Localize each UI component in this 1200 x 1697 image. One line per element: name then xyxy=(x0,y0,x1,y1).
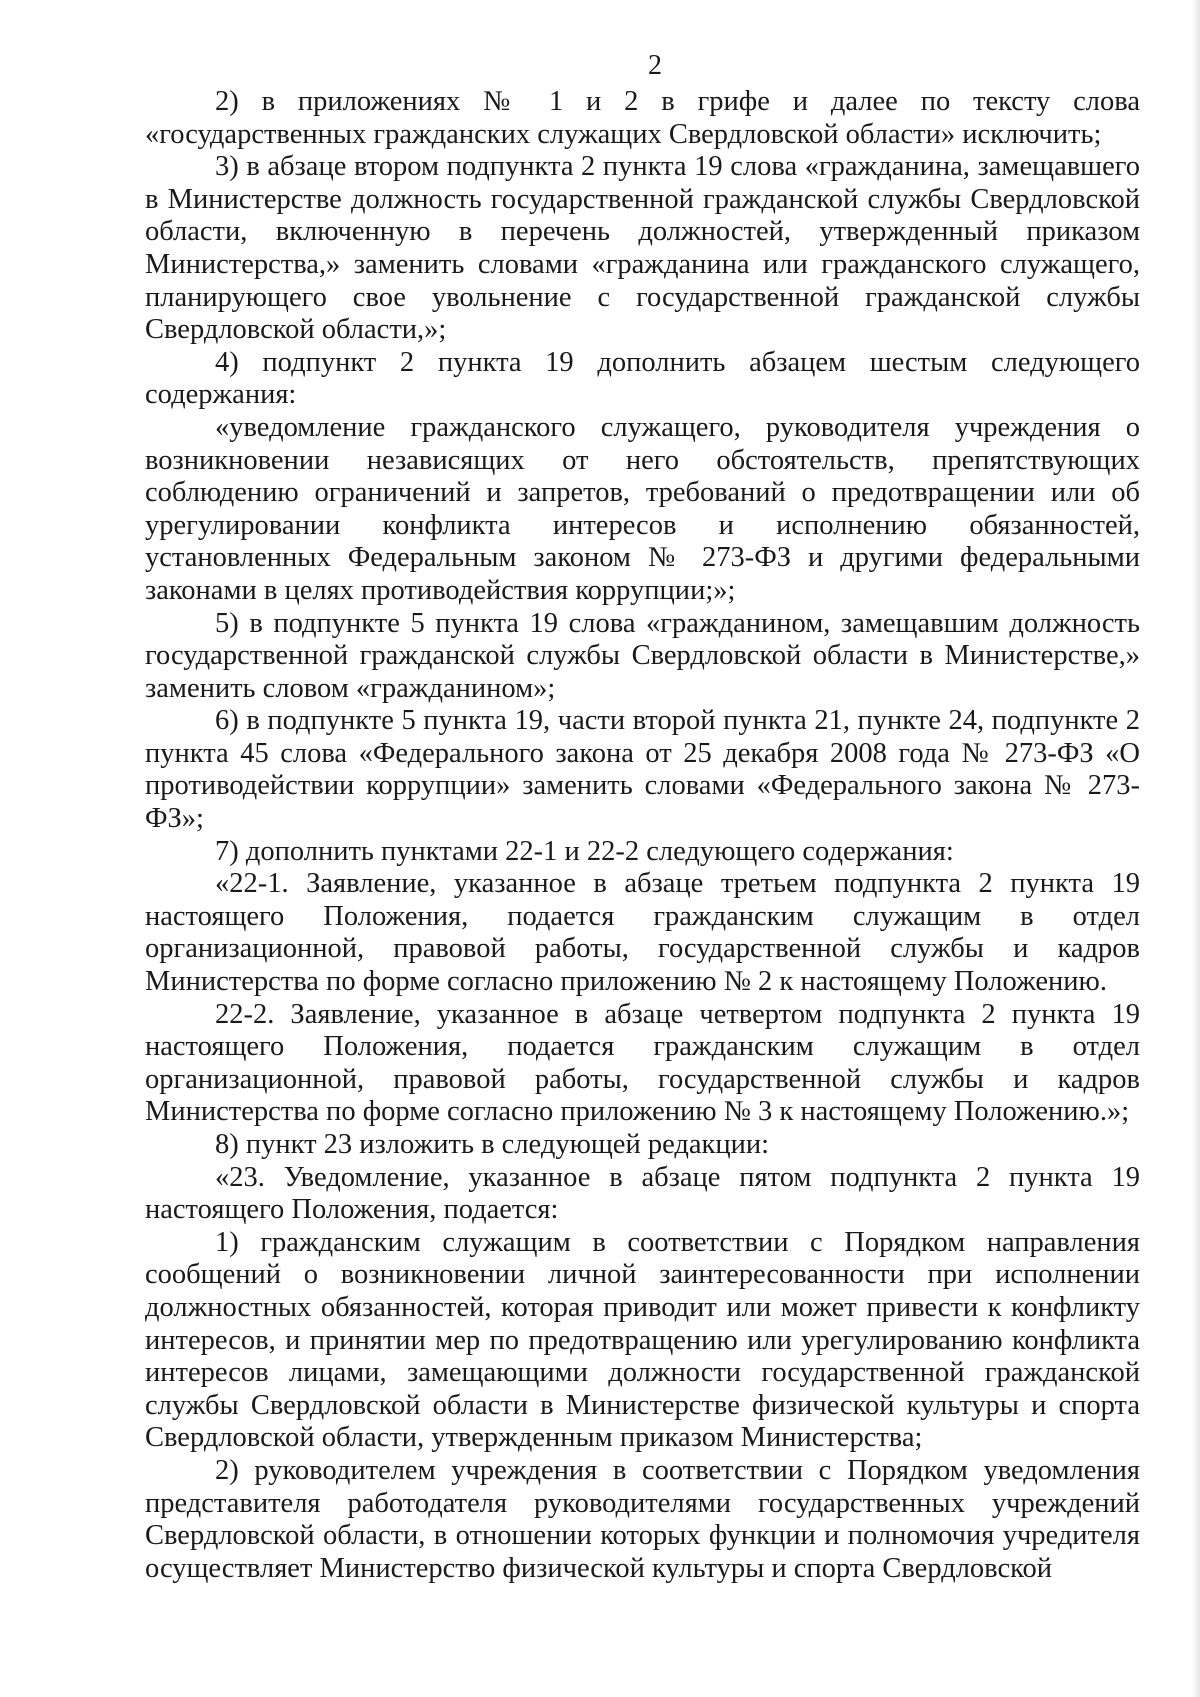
page-number: 2 xyxy=(648,50,662,81)
paragraph-subitem-1: 1) гражданским служащим в соответствии с Порядком направления сообщений о возникновении личной заинтересованности при исполнении должностных обязанностей, которая приводит или может привести к конфликту интересов, и принятии мер по предотвращению или урегулированию конфликта интересов лицами, замещающими должности государственной гражданской службы Свердловской области в Министерстве физической культуры и спорта Свердловской области, утвержденным приказом Министерства; xyxy=(145,1226,1140,1454)
paragraph-item-2: 2) в приложениях № 1 и 2 в грифе и далее по тексту слова «государственных гражданских служащих Свердловской области» исключить; xyxy=(145,86,1140,150)
document-body xyxy=(145,86,1140,1585)
paragraph-item-4: 4) подпункт 2 пункта 19 дополнить абзацем шестым следующего содержания: xyxy=(145,346,1140,411)
paragraph-subitem-2: 2) руководителем учреждения в соответствии с Порядком уведомления представителя работодателя руководителями государственных учреждений Свердловской области, в отношении которых функции и полномочия учредителя осуществляет Министерство физической культуры и спорта Свердловской xyxy=(145,1454,1140,1584)
paragraph-item-7: 7) дополнить пунктами 22-1 и 22-2 следующего содержания: xyxy=(215,835,954,867)
scan-edge-shadow xyxy=(1192,0,1200,1697)
paragraph-clause-23: «23. Уведомление, указанное в абзаце пятом подпункта 2 пункта 19 настоящего Положения, подается: xyxy=(145,1161,1140,1226)
paragraph-item-3: 3) в абзаце втором подпункта 2 пункта 19 слова «гражданина, замещавшего в Министерстве должность государственной гражданской службы Свердловской области, включенную в перечень должностей, утвержденный приказом Министерства,» заменить словами «гражданина или гражданского служащего, планирующего свое увольнение с государственной гражданской службы Свердловской области,»; xyxy=(145,151,1140,346)
paragraph-clause-22-1: «22-1. Заявление, указанное в абзаце третьем подпункта 2 пункта 19 настоящего Положения, подается гражданским служащим в отдел организационной, правовой работы, государственной службы и кадров Министерства по форме согласно приложению № 2 к настоящему Положению. xyxy=(145,868,1140,998)
paragraph-item-5: 5) в подпункте 5 пункта 19 слова «гражданином, замещавшим должность государственной гражданской службы Свердловской области в Министерстве,» заменить словом «гражданином»; xyxy=(145,607,1140,704)
paragraph-item-6: 6) в подпункте 5 пункта 19, части второй пункта 21, пункте 24, подпункте 2 пункта 45 слова «Федерального закона от 25 декабря 2008 года № 273-ФЗ «О противодействии коррупции» заменить словами «Федерального закона № 273-ФЗ»; xyxy=(145,705,1140,835)
paragraph-item-8: 8) пункт 23 изложить в следующей редакции: xyxy=(215,1129,770,1160)
paragraph-quote-notification: «уведомление гражданского служащего, руководителя учреждения о возникновении независящих от него обстоятельств, препятствующих соблюдению ограничений и запретов, требований о предотвращении или об урегулировании конфликта интересов и исполнению обязанностей, установленных Федеральным законом № 273-ФЗ и другими федеральными законами в целях противодействия коррупции;»; xyxy=(145,411,1140,606)
paragraph-clause-22-2: 22-2. Заявление, указанное в абзаце четвертом подпункта 2 пункта 19 настоящего Положения, подается гражданским служащим в отдел организационной, правовой работы, государственной службы и кадров Министерства по форме согласно приложению № 3 к настоящему Положению.»; xyxy=(145,998,1140,1128)
